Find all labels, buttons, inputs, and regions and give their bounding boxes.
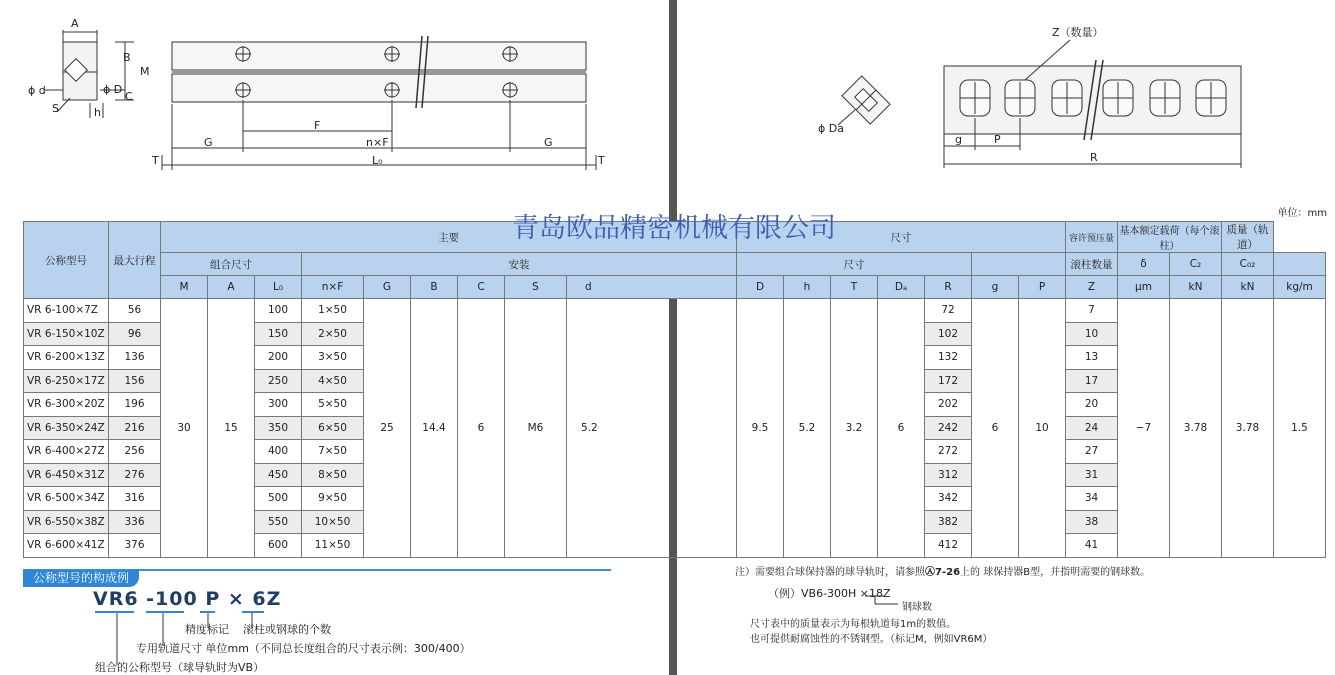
example-rail-length: 专用轨道尺寸 单位mm（不同总长度组合的尺寸表示例：300/400） — [136, 642, 471, 655]
cell-R: 102 — [925, 322, 972, 346]
cell-stroke: 196 — [109, 393, 161, 417]
dim-B-label: B — [123, 51, 131, 64]
cell-P: 10 — [1019, 299, 1066, 558]
hdr-unit-um: μm — [1118, 276, 1170, 299]
cell-nF: 5×50 — [302, 393, 364, 417]
cell-Z: 17 — [1066, 369, 1118, 393]
cell-stroke: 96 — [109, 322, 161, 346]
cell-nF: 9×50 — [302, 487, 364, 511]
cell-stroke: 136 — [109, 346, 161, 370]
cell-stroke: 216 — [109, 416, 161, 440]
cell-stroke: 376 — [109, 534, 161, 558]
cell-Da: 6 — [878, 299, 925, 558]
cell-stroke: 256 — [109, 440, 161, 464]
cell-model: VR 6-400×27Z — [24, 440, 109, 464]
cell-Z: 13 — [1066, 346, 1118, 370]
dim-Da-label: ϕ Da — [818, 122, 844, 135]
cell-C2: 3.78 — [1170, 299, 1222, 558]
cell-L0: 300 — [255, 393, 302, 417]
cell-model: VR 6-300×20Z — [24, 393, 109, 417]
hdr-model: 公称型号 — [24, 222, 109, 299]
dim-R-label: R — [1090, 151, 1098, 164]
cell-stroke: 156 — [109, 369, 161, 393]
cell-R: 202 — [925, 393, 972, 417]
cell-C02: 3.78 — [1222, 299, 1274, 558]
hdr-R: R — [925, 276, 972, 299]
hdr-c2: C₂ — [1170, 253, 1222, 276]
cell-Z: 10 — [1066, 322, 1118, 346]
cell-Z: 41 — [1066, 534, 1118, 558]
cell-g: 6 — [972, 299, 1019, 558]
cell-R: 242 — [925, 416, 972, 440]
cell-nF: 8×50 — [302, 463, 364, 487]
note-stainless: 也可提供耐腐蚀性的不锈钢型。（标记M，例如VR6M） — [750, 634, 993, 645]
cell-R: 382 — [925, 510, 972, 534]
cell-stroke: 276 — [109, 463, 161, 487]
dim-L0-label: L₀ — [372, 154, 383, 167]
cell-A: 15 — [208, 299, 255, 558]
dim-A-label: A — [71, 17, 79, 30]
cell-h: 5.2 — [784, 299, 831, 558]
hdr-mass: 质量（轨道） — [1222, 222, 1274, 253]
example-precision: 精度标记 — [185, 623, 229, 636]
dim-M-label: M — [140, 65, 150, 78]
cell-nF: 1×50 — [302, 299, 364, 323]
dim-h-label: h — [94, 106, 101, 119]
cell-model: VR 6-550×38Z — [24, 510, 109, 534]
hdr-combo: 组合尺寸 — [161, 253, 302, 276]
cell-L0: 450 — [255, 463, 302, 487]
dim-F-label: F — [314, 119, 321, 132]
cell-Z: 24 — [1066, 416, 1118, 440]
cell-L0: 550 — [255, 510, 302, 534]
watermark: 青岛欧品精密机械有限公司 — [512, 213, 836, 244]
hdr-main: 主要 — [161, 222, 737, 253]
hdr-g: g — [972, 276, 1019, 299]
cell-stroke: 316 — [109, 487, 161, 511]
cell-nF: 11×50 — [302, 534, 364, 558]
hdr-nF: n×F — [302, 276, 364, 299]
hdr-d: d — [567, 276, 737, 299]
cell-nF: 6×50 — [302, 416, 364, 440]
dim-nF-label: n×F — [366, 136, 389, 149]
note-mass: 尺寸表中的质量表示为每根轨道每1m的数值。 — [750, 619, 957, 630]
example-rollers: 滚柱或钢球的个数 — [243, 623, 331, 636]
note-example: （例）VB6-300H ×18Z — [768, 587, 891, 600]
cell-L0: 100 — [255, 299, 302, 323]
cell-D: 9.5 — [737, 299, 784, 558]
cell-T: 3.2 — [831, 299, 878, 558]
example-code: VR6 -100 P × 6Z — [93, 588, 282, 610]
hdr-B: B — [411, 276, 458, 299]
example-tag: 公称型号的构成例 — [23, 570, 139, 587]
example-combo-model: 组合的公称型号（球导轨时为VB） — [95, 661, 265, 674]
cell-Z: 27 — [1066, 440, 1118, 464]
hdr-P: P — [1019, 276, 1066, 299]
cell-B: 14.4 — [411, 299, 458, 558]
cell-L0: 600 — [255, 534, 302, 558]
dim-g-label: g — [955, 133, 962, 146]
hdr-load: 基本额定载荷（每个滚柱） — [1118, 222, 1222, 253]
hdr-Z: Z — [1066, 276, 1118, 299]
hdr-stroke: 最大行程 — [109, 222, 161, 299]
cell-stroke: 56 — [109, 299, 161, 323]
cell-L0: 350 — [255, 416, 302, 440]
cell-d: 5.2 — [567, 299, 737, 558]
hdr-unit-kn2: kN — [1222, 276, 1274, 299]
dim-Z-label: Z（数量） — [1052, 26, 1104, 39]
cell-S: M6 — [505, 299, 567, 558]
cell-R: 412 — [925, 534, 972, 558]
dim-G-right-label: G — [544, 136, 553, 149]
hdr-D: D — [737, 276, 784, 299]
cell-nF: 2×50 — [302, 322, 364, 346]
hdr-c02: C₀₂ — [1222, 253, 1274, 276]
cell-L0: 250 — [255, 369, 302, 393]
hdr-Da: Dₐ — [878, 276, 925, 299]
dim-T-left-label: T — [152, 154, 159, 167]
cell-mass: 1.5 — [1274, 299, 1326, 558]
cell-Z: 20 — [1066, 393, 1118, 417]
hdr-M: M — [161, 276, 208, 299]
cell-R: 172 — [925, 369, 972, 393]
dim-T-right-label: T — [598, 154, 605, 167]
cell-model: VR 6-250×17Z — [24, 369, 109, 393]
hdr-mount: 安装 — [302, 253, 737, 276]
cell-R: 272 — [925, 440, 972, 464]
cell-C: 6 — [458, 299, 505, 558]
hdr-size: 尺寸 — [737, 253, 972, 276]
dim-d-label: ϕ d — [28, 84, 46, 97]
cell-L0: 500 — [255, 487, 302, 511]
cell-nF: 10×50 — [302, 510, 364, 534]
cell-stroke: 336 — [109, 510, 161, 534]
hdr-unit-kn1: kN — [1170, 276, 1222, 299]
hdr-A: A — [208, 276, 255, 299]
cell-delta: −7 — [1118, 299, 1170, 558]
cell-model: VR 6-350×24Z — [24, 416, 109, 440]
hdr-S: S — [505, 276, 567, 299]
hdr-dims: 尺寸 — [737, 222, 1066, 253]
cell-model: VR 6-500×34Z — [24, 487, 109, 511]
hdr-preload: 容许预压量 — [1066, 222, 1118, 253]
cell-L0: 400 — [255, 440, 302, 464]
cell-M: 30 — [161, 299, 208, 558]
cell-R: 132 — [925, 346, 972, 370]
note-balls: 钢球数 — [902, 602, 932, 613]
cell-model: VR 6-600×41Z — [24, 534, 109, 558]
dim-C-label: C — [125, 90, 133, 103]
hdr-L0: L₀ — [255, 276, 302, 299]
hdr-unit-kgm: kg/m — [1274, 276, 1326, 299]
cell-model: VR 6-100×7Z — [24, 299, 109, 323]
hdr-delta: δ — [1118, 253, 1170, 276]
dim-D-label: ϕ D — [103, 83, 123, 96]
dim-G-left-label: G — [204, 136, 213, 149]
hdr-rollers: 滚柱数量 — [1066, 253, 1118, 276]
cell-Z: 38 — [1066, 510, 1118, 534]
cell-nF: 3×50 — [302, 346, 364, 370]
cell-nF: 4×50 — [302, 369, 364, 393]
note-line1: 注）需要组合球保持器的球导轨时，请参照Ⓐ7-26上的 球保持器B型，并指明需要的钢球数。 — [735, 567, 1151, 578]
cell-model: VR 6-150×10Z — [24, 322, 109, 346]
hdr-h: h — [784, 276, 831, 299]
cell-R: 312 — [925, 463, 972, 487]
cell-L0: 150 — [255, 322, 302, 346]
cell-G: 25 — [364, 299, 411, 558]
unit-label: 单位：mm — [1277, 208, 1327, 219]
cell-L0: 200 — [255, 346, 302, 370]
cell-model: VR 6-450×31Z — [24, 463, 109, 487]
cell-Z: 34 — [1066, 487, 1118, 511]
hdr-T: T — [831, 276, 878, 299]
hdr-C: C — [458, 276, 505, 299]
cell-nF: 7×50 — [302, 440, 364, 464]
cell-R: 342 — [925, 487, 972, 511]
cell-R: 72 — [925, 299, 972, 323]
dim-S-label: S — [52, 102, 59, 115]
dim-P-label: P — [994, 133, 1001, 146]
cell-Z: 31 — [1066, 463, 1118, 487]
cell-model: VR 6-200×13Z — [24, 346, 109, 370]
hdr-G: G — [364, 276, 411, 299]
cell-Z: 7 — [1066, 299, 1118, 323]
